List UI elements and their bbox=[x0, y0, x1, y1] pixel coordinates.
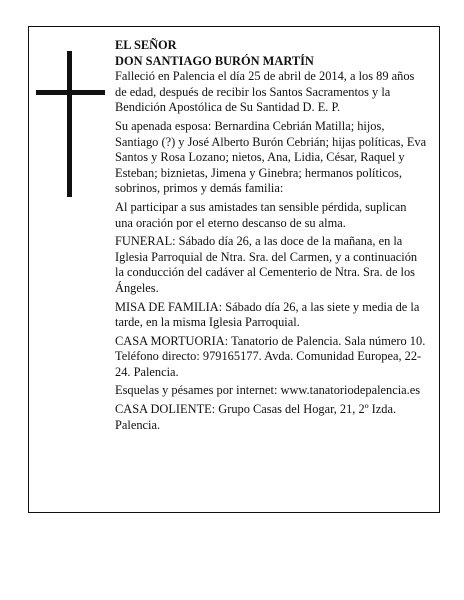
deceased-name: DON SANTIAGO BURÓN MARTÍN bbox=[115, 53, 314, 68]
death-announcement: Falleció en Palencia el día 25 de abril de 2014, a los 89 años de edad, después de recibir los Santos Sacramentos y la Bendición Apostólica de Su Santidad D. E. P. bbox=[115, 69, 415, 115]
latin-cross-icon bbox=[36, 51, 105, 197]
online-condolences: Esquelas y pésames por internet: www.tanatoriodepalencia.es bbox=[115, 383, 421, 398]
prayer-request: Al participar a sus amistades tan sensible pérdida, suplican una oración por el eterno descanso de su alma. bbox=[115, 199, 407, 230]
family-mass-details: MISA DE FAMILIA: Sábado día 26, a las siete y media de la tarde, en la misma Iglesia Parroquial. bbox=[115, 299, 420, 330]
funeral-home-details: CASA MORTUORIA: Tanatorio de Palencia. Sala número 10. Teléfono directo: 979165177. Avda. Comunidad Europea, 22-24. Palencia. bbox=[115, 333, 426, 379]
obituary-text bbox=[115, 38, 427, 433]
family-list: Su apenada esposa: Bernardina Cebrián Matilla; hijos, Santiago (?) y José Alberto Burón Cebrián; hijas políticas, Eva Santos y Rosa Lozano; nietos, Ana, Lidia, César, Raquel y Esteban; biznietas, Jimena y Ginebra; hermanos políticos, sobrinos, primos y demás familia: bbox=[115, 118, 427, 196]
title-line: EL SEÑOR bbox=[115, 38, 177, 52]
family-home-address: CASA DOLIENTE: Grupo Casas del Hogar, 21, 2º Izda. Palencia. bbox=[115, 402, 397, 432]
funeral-details: FUNERAL: Sábado día 26, a las doce de la mañana, en la Iglesia Parroquial de Ntra. Sra. del Carmen, y a continuación la conducción del cadáver al Cementerio de Ntra. Sra. de los Ángeles. bbox=[115, 234, 418, 295]
